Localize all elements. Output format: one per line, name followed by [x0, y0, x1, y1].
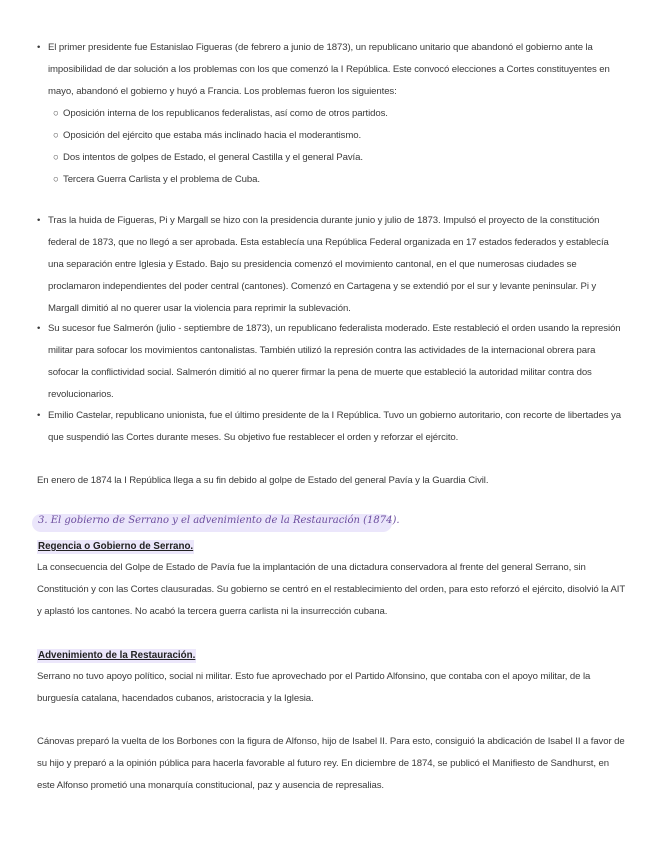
bullet-salmeron [37, 318, 625, 406]
section-heading [32, 514, 400, 532]
advenimiento-paragraph-1: Serrano no tuvo apoyo político, social ni militar. Esto fue aprovechado por el Partido Alfonsino, que contaba con el apoyo militar, de la burguesía catalana, hacendados cubanos, aristocracia y la Iglesia. [37, 671, 591, 704]
list-item: ○ Oposición del ejército que estaba más inclinado hacia el moderantismo. [37, 125, 625, 147]
problems-list [37, 103, 625, 191]
bullet-text: Su sucesor fue Salmerón (julio - septiembre de 1873), un republicano federalista moderado. Este restableció el orden usando la represión militar para sofocar los movimientos cantonalistas. También utilizó la represión contra las actividades de la internacional obrera para sofocar la conflictividad social. Salmerón dimitió al no querer firmar la pena de muerte que estableció la autoridad militar contra dos revolucionarios. [48, 323, 621, 400]
advenimiento-paragraph-2: Cánovas preparó la vuelta de los Borbones con la figura de Alfonso, hijo de Isabel II. Para esto, consiguió la abdicación de Isabel II a favor de su hijo y preparó a la opinión pública para hacerla favorable al futuro rey. En diciembre de 1874, se publicó el Manifiesto de Sandhurst, en este Alfonso prometió una monarquía constitucional, paz y ausencia de represalias. [37, 736, 625, 791]
bullet-marker: • [37, 42, 41, 53]
circle-bullet-icon: ○ [53, 174, 59, 185]
list-item: ○ Dos intentos de golpes de Estado, el general Castilla y el general Pavía. [37, 147, 625, 169]
closing-paragraph: En enero de 1874 la I República llega a su fin debido al golpe de Estado del general Pavía y la Guardia Civil. [37, 475, 489, 486]
subheading-regencia: Regencia o Gobierno de Serrano. [38, 541, 194, 552]
bullet-text: Tras la huida de Figueras, Pi y Margall se hizo con la presidencia durante junio y julio de 1873. Impulsó el proyecto de la constitución federal de 1873, que no llegó a ser aprobada. Esta establecía una República Federal organizada en 17 estados federados y establecía una separación entre Iglesia y Estado. Bajo su presidencia comenzó el movimiento cantonal, en el que numerosas ciudades se proclamaron independientes del poder central (cantones). Comenzó en Cartagena y se extendió por el sur y levante peninsular. Pi y Margall dimitió al no querer usar la violencia para reprimir la sublevación. [48, 215, 609, 314]
bullet-text: Emilio Castelar, republicano unionista, fue el último presidente de la I República. Tuvo un gobierno autoritario, con recorte de libertades ya que suspendió las Cortes durante meses. Su objetivo fue restablecer el orden y reforzar el ejército. [48, 410, 621, 443]
circle-bullet-icon: ○ [53, 152, 59, 163]
subheading-advenimiento: Advenimiento de la Restauración. [38, 650, 196, 661]
bullet-marker: • [37, 215, 41, 226]
circle-bullet-icon: ○ [53, 130, 59, 141]
bullet-pi-y-margall [37, 210, 625, 320]
section-title: 3. El gobierno de Serrano y el advenimiento de la Restauración (1874). [38, 515, 400, 526]
bullet-marker: • [37, 323, 41, 334]
list-item: ○ Oposición interna de los republicanos federalistas, así como de otros partidos. [37, 103, 625, 125]
bullet-text: El primer presidente fue Estanislao Figueras (de febrero a junio de 1873), un republicano unitario que abandonó el gobierno ante la imposibilidad de dar solución a los problemas con los que comenzó la I República. Este convocó elecciones a Cortes constituyentes en mayo, abandonó el gobierno y huyó a Francia. Los problemas fueron los siguientes: [48, 42, 610, 97]
bullet-figueras [37, 37, 625, 191]
bullet-marker: • [37, 410, 41, 421]
regencia-paragraph: La consecuencia del Golpe de Estado de Pavía fue la implantación de una dictadura conservadora al frente del general Serrano, sin Constitución y con las Cortes clausuradas. Su gobierno se centró en el restablecimiento del orden, para esto reforzó el ejército, disolvió la AIT y aplastó los cantones. No acabó la tercera guerra carlista ni la insurrección cubana. [37, 562, 625, 617]
bullet-castelar [37, 405, 625, 449]
circle-bullet-icon: ○ [53, 108, 59, 119]
list-item: ○ Tercera Guerra Carlista y el problema de Cuba. [37, 169, 625, 191]
